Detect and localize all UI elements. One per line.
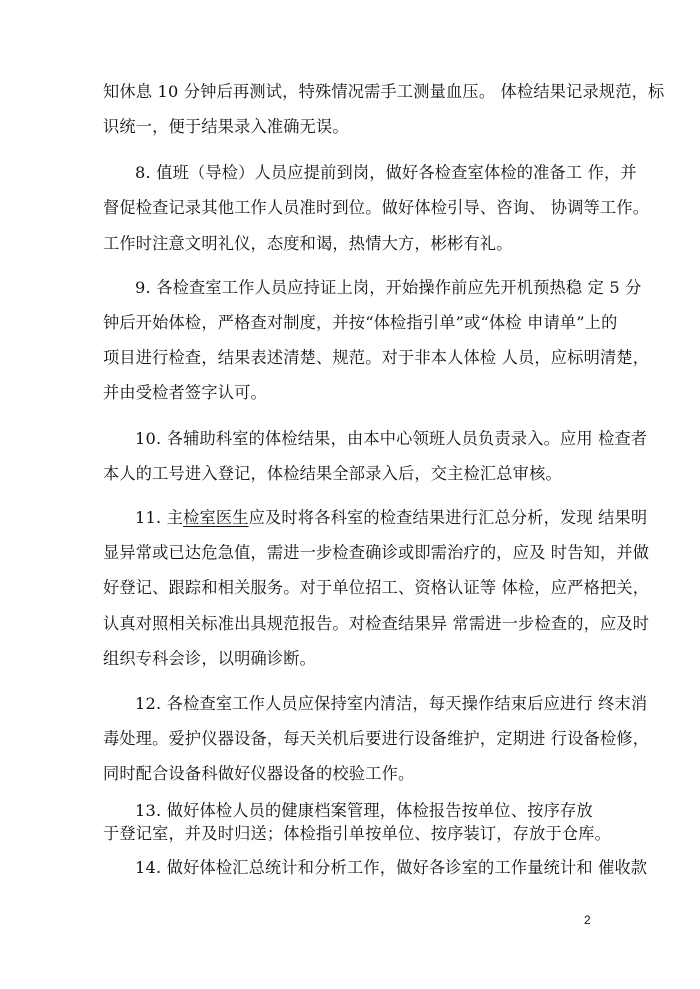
text-line (135, 507, 647, 529)
text-line: 项目进行检查，结果表述清楚、规范。对于非本人体检 人员，应标明清楚， (103, 348, 650, 367)
text-line: 8. 值班（导检）人员应提前到岗，做好各检查室体检的准备工 作，并 (135, 163, 637, 182)
underlined-term: 检室医生 (183, 508, 249, 527)
text-line: 督促检查记录其他工作人员准时到位。做好体检引导、咨询、 协调等工作。 (103, 198, 650, 217)
text-line: 认真对照相关标准出具规范报告。对检查结果异 常需进一步检查的，应及时 (103, 614, 650, 633)
text-line: 显异常或已达危急值，需进一步检查确诊或即需治疗的，应及 时告知，并做 (103, 543, 650, 562)
text-line: 10. 各辅助科室的体检结果，由本中心领班人员负责录入。应用 检查者 (135, 429, 648, 448)
text-line: 组织专科会诊，以明确诊断。 (103, 649, 317, 668)
text-line: 9. 各检查室工作人员应持证上岗，开始操作前应先开机预热稳 定 5 分 (135, 278, 642, 297)
text-segment: 11. 主 (135, 508, 184, 527)
text-line: 14. 做好体检汇总统计和分析工作，做好各诊室的工作量统计和 催收款 (135, 858, 648, 877)
text-line: 工作时注意文明礼仪，态度和谒，热情大方，彬彬有礼。 (103, 234, 513, 253)
text-line: 于登记室，并及时归送；体检指引单按单位、按序装订，存放于仓库。 (103, 824, 612, 843)
text-line: 本人的工号进入登记，体检结果全部录入后，交主检汇总审核。 (103, 464, 562, 483)
text-line: 知休息 10 分钟后再测试，特殊情况需手工测量血压。 体检结果记录规范，标 (103, 82, 665, 101)
text-line: 毒处理。爱护仪器设备，每天关机后要进行设备维护，定期进 行设备检修， (103, 729, 650, 748)
text-line: 12. 各检查室工作人员应保持室内清洁，每天操作结束后应进行 终末消 (135, 694, 648, 713)
text-line: 并由受检者签字认可。 (103, 383, 267, 402)
text-segment: 应及时将各科室的检查结果进行汇总分析，发现 结果明 (248, 508, 648, 527)
text-line: 钟后开始体检，严格查对制度，并按“体检指引单”或“体检 申请单”上的 (103, 313, 618, 332)
text-line: 13. 做好体检人员的健康档案管理，体检报告按单位、按序存放 (135, 801, 593, 820)
page-number: 2 (584, 913, 591, 927)
text-line: 识统一，便于结果录入准确无误。 (103, 117, 349, 136)
text-line: 好登记、跟踪和相关服务。对于单位招工、资格认证等 体检，应严格把关， (103, 578, 650, 597)
text-line: 同时配合设备科做好仪器设备的校验工作。 (103, 764, 415, 783)
